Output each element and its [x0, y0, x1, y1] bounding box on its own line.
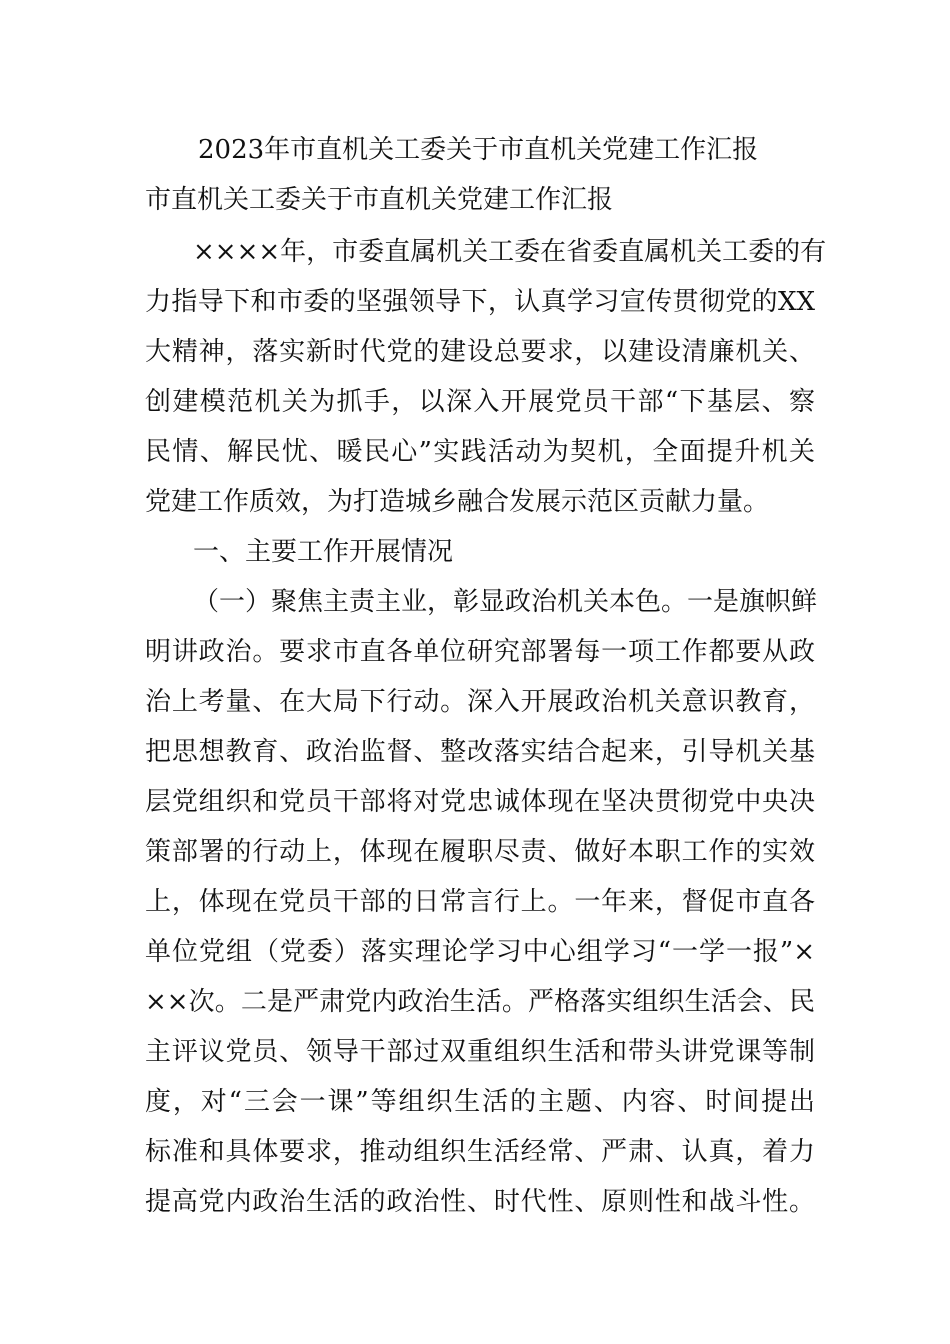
- document-body: [145, 232, 827, 1232]
- section-heading: 一、主要工作开展情况: [193, 537, 454, 567]
- paragraph-line: 大精神，落实新时代党的建设总要求，以建设清廉机关、: [145, 337, 815, 367]
- paragraph-line: 标准和具体要求，推动组织生活经常、严肃、认真，着力: [145, 1137, 815, 1167]
- paragraph-line: 提高党内政治生活的政治性、时代性、原则性和战斗性。: [145, 1187, 815, 1217]
- paragraph-line: 主评议党员、领导干部过双重组织生活和带头讲党课等制: [145, 1037, 815, 1067]
- paragraph-line: 策部署的行动上，体现在履职尽责、做好本职工作的实效: [145, 837, 815, 867]
- paragraph-line: ××次。二是严肃党内政治生活。严格落实组织生活会、民: [145, 987, 815, 1017]
- paragraph-line: 层党组织和党员干部将对党忠诚体现在坚决贯彻党中央决: [145, 787, 815, 817]
- paragraph-line: 党建工作质效，为打造城乡融合发展示范区贡献力量。: [145, 487, 770, 517]
- paragraph-line: 明讲政治。要求市直各单位研究部署每一项工作都要从政: [145, 637, 815, 667]
- paragraph-line: 单位党组（党委）落实理论学习中心组学习“一学一报”×: [145, 937, 815, 967]
- paragraph-line: 把思想教育、政治监督、整改落实结合起来，引导机关基: [145, 737, 815, 767]
- paragraph-line: 力指导下和市委的坚强领导下，认真学习宣传贯彻党的XX: [145, 287, 815, 317]
- paragraph-line: ××××年，市委直属机关工委在省委直属机关工委的有: [193, 237, 827, 267]
- document-title: 2023年市直机关工委关于市直机关党建工作汇报: [198, 135, 759, 165]
- paragraph-line: （一）聚焦主责主业，彰显政治机关本色。一是旗帜鲜: [193, 587, 818, 617]
- document-subtitle: 市直机关工委关于市直机关党建工作汇报: [145, 185, 614, 215]
- paragraph-line: 度，对“三会一课”等组织生活的主题、内容、时间提出: [145, 1087, 815, 1117]
- paragraph-line: 民情、解民忧、暖民心”实践活动为契机，全面提升机关: [145, 437, 815, 467]
- paragraph-line: 治上考量、在大局下行动。深入开展政治机关意识教育，: [145, 687, 815, 717]
- paragraph-line: 上，体现在党员干部的日常言行上。一年来，督促市直各: [145, 887, 815, 917]
- paragraph-line: 创建模范机关为抓手，以深入开展党员干部“下基层、察: [145, 387, 815, 417]
